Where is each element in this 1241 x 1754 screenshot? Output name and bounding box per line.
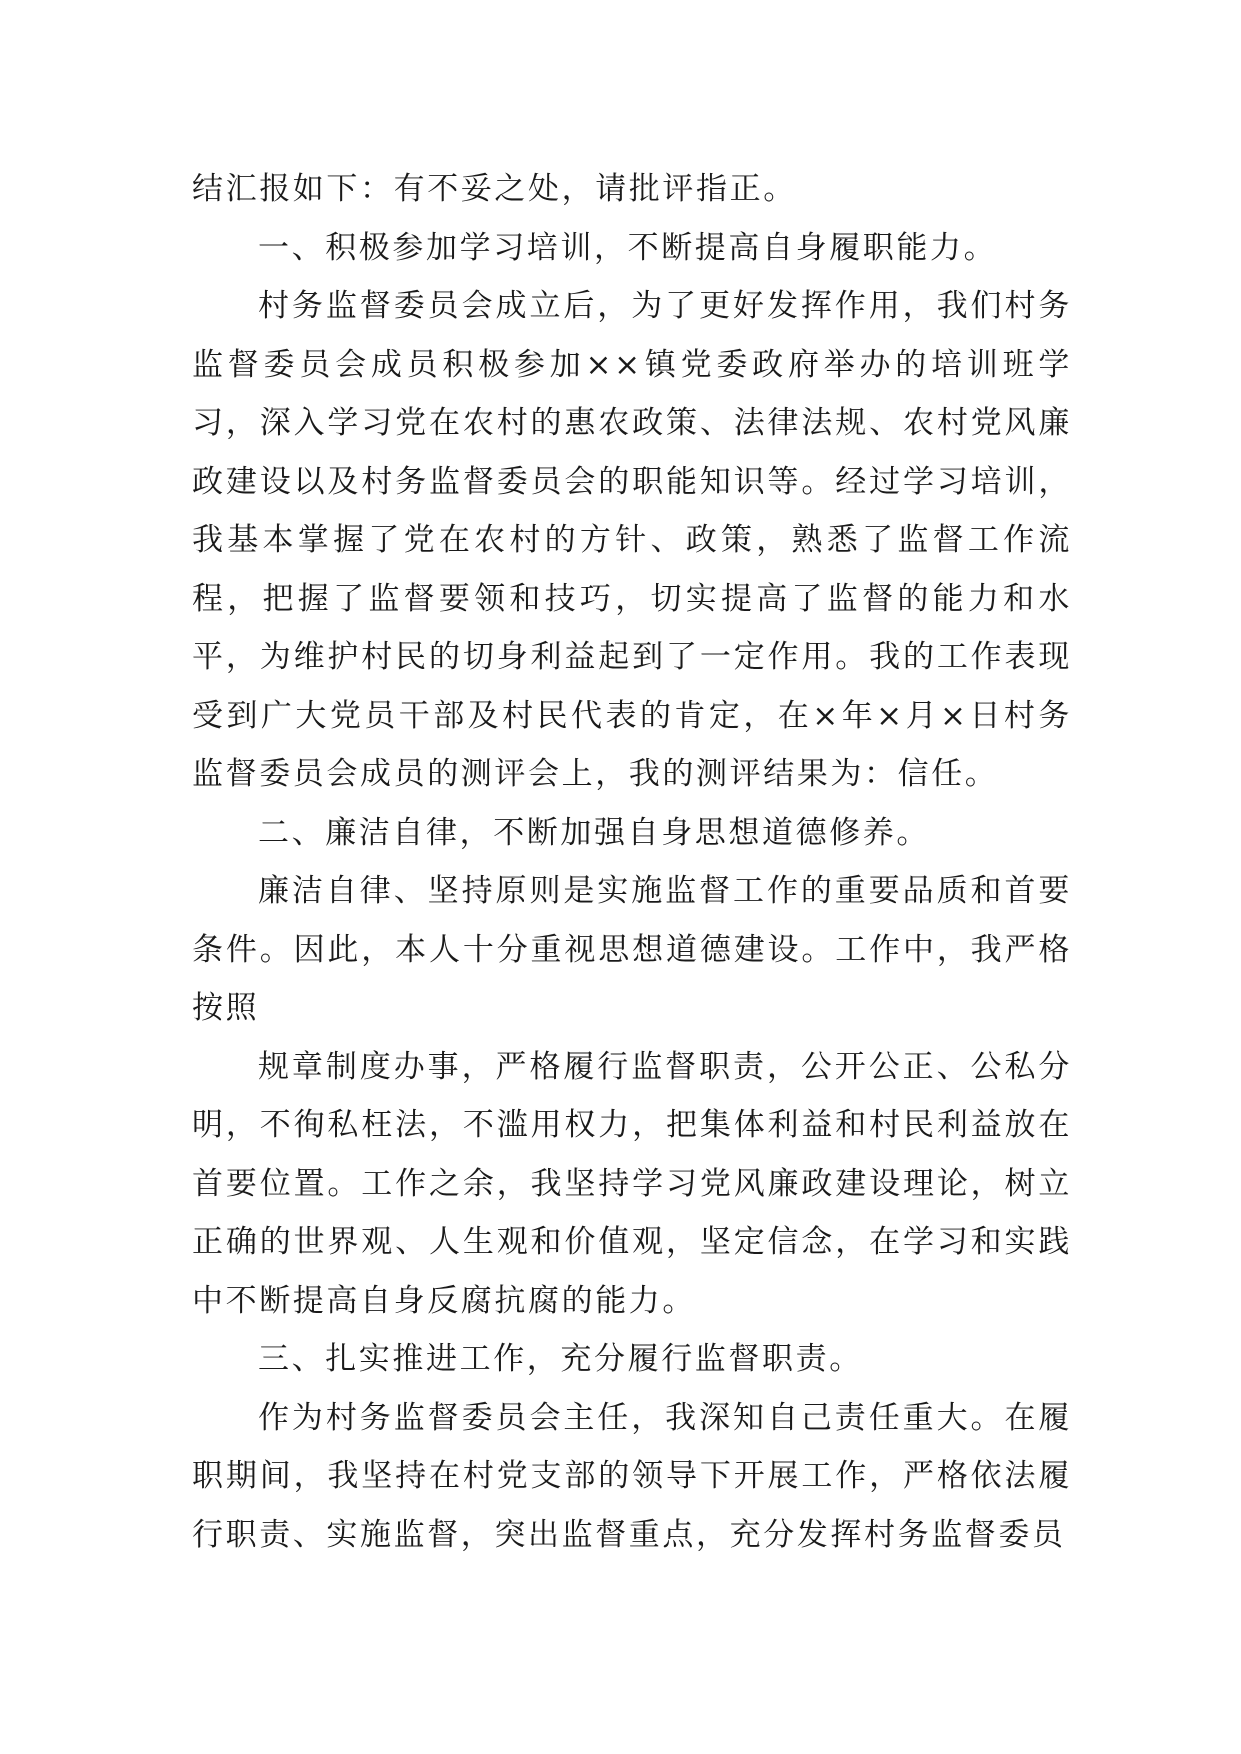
heading-section-two: 二、廉洁自律，不断加强自身思想道德修养。 xyxy=(258,814,930,851)
heading-section-three: 三、扎实推进工作，充分履行监督职责。 xyxy=(258,1341,863,1377)
heading-section-one: 一、积极参加学习培训，不断提高自身履职能力。 xyxy=(258,229,998,266)
paragraph-report-intro: 结汇报如下：有不妥之处，请批评指正。 xyxy=(192,171,797,207)
paragraph-section-two-body: 廉洁自律、坚持原则是实施监督工作的重要品质和首要条件。因此，本人十分重视思想道德建设。工作中，我严格按照 xyxy=(192,873,1072,1026)
paragraph-section-one-body: 村务监督委员会成立后，为了更好发挥作用，我们村务监督委员会成员积极参加××镇党委政府举办的培训班学习，深入学习党在农村的惠农政策、法律法规、农村党风廉政建设以及村务监督委员会的职能知识等。经过学习培训，我基本掌握了党在农村的方针、政策，熟悉了监督工作流程，把握了监督要领和技巧，切实提高了监督的能力和水平，为维护村民的切身利益起到了一定作用。我的工作表现受到广大党员干部及村民代表的肯定，在×年×月×日村务监督委员会成员的测评会上，我的测评结果为：信任。 xyxy=(192,288,1072,792)
paragraph-section-two-continued: 规章制度办事，严格履行监督职责，公开公正、公私分明，不徇私枉法，不滥用权力，把集体利益和村民利益放在首要位置。工作之余，我坚持学习党风廉政建设理论，树立正确的世界观、人生观和价值观，坚定信念，在学习和实践中不断提高自身反腐抗腐的能力。 xyxy=(192,1048,1072,1319)
document-body xyxy=(192,160,1072,1564)
paragraph-section-three-body: 作为村务监督委员会主任，我深知自己责任重大。在履职期间，我坚持在村党支部的领导下开展工作，严格依法履行职责、实施监督，突出监督重点，充分发挥村务监督委员 xyxy=(192,1399,1072,1553)
